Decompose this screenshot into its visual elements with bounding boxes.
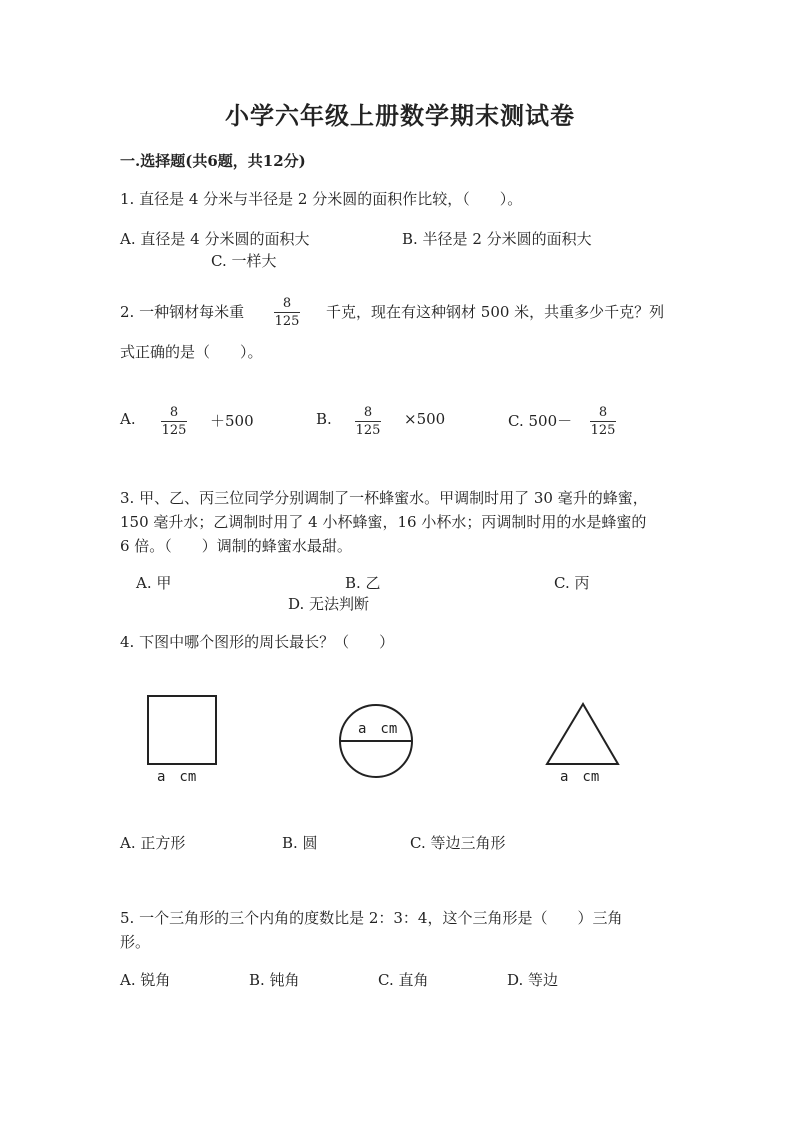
fraction-bar <box>590 421 616 422</box>
question-4-option-a[interactable]: A. 正方形 <box>120 834 186 852</box>
question-3-line-3: 6 倍。（ ）调制的蜂蜜水最甜。 <box>120 537 352 555</box>
question-5-option-d[interactable]: D. 等边 <box>507 971 559 989</box>
question-2-option-c-fraction <box>590 405 616 438</box>
question-5-line-2: 形。 <box>120 933 151 951</box>
square-side-label: a cm <box>157 769 197 785</box>
question-1-option-a[interactable]: A. 直径是 4 分米圆的面积大 <box>120 230 310 248</box>
question-2-option-a-fraction <box>161 405 187 438</box>
question-3-line-2: 150 毫升水；乙调制时用了 4 小杯蜂蜜，16 小杯水；丙调制时用的水是蜂蜜的 <box>120 513 647 531</box>
question-2-option-a-tail: ＋500 <box>210 412 254 430</box>
question-2-option-b-fraction <box>355 405 381 438</box>
question-4-option-b[interactable]: B. 圆 <box>282 834 318 852</box>
question-3-option-b[interactable]: B. 乙 <box>345 574 381 592</box>
question-1-stem: 1. 直径是 4 分米与半径是 2 分米圆的面积作比较，（ ）。 <box>120 190 523 208</box>
question-5-option-c[interactable]: C. 直角 <box>378 971 429 989</box>
question-5-option-a[interactable]: A. 锐角 <box>120 971 171 989</box>
fraction-bar <box>355 421 381 422</box>
triangle-side-label: a cm <box>560 769 600 785</box>
fraction-denominator: 125 <box>355 423 381 438</box>
fraction-denominator: 125 <box>161 423 187 438</box>
question-3-line-1: 3. 甲、乙、丙三位同学分别调制了一杯蜂蜜水。甲调制时用了 30 毫升的蜂蜜， <box>120 489 648 507</box>
fraction-denominator: 125 <box>590 423 616 438</box>
circle-diameter-label: a cm <box>358 721 398 737</box>
question-2-option-b-label[interactable]: B. <box>316 410 332 428</box>
section-heading: 一.选择题(共6题，共12分) <box>120 152 306 170</box>
question-4-figures <box>0 680 800 800</box>
question-1-option-b[interactable]: B. 半径是 2 分米圆的面积大 <box>402 230 592 248</box>
question-5-line-1: 5. 一个三角形的三个内角的度数比是 2：3：4，这个三角形是（ ）三角 <box>120 909 623 927</box>
question-2-stem-start: 2. 一种钢材每米重 <box>120 303 245 321</box>
page-title: 小学六年级上册数学期末测试卷 <box>225 101 575 130</box>
question-1-option-c[interactable]: C. 一样大 <box>211 252 277 270</box>
question-2-option-c-label[interactable]: C. 500－ <box>508 412 573 430</box>
question-2-fraction <box>274 296 300 329</box>
fraction-numerator: 8 <box>363 405 373 420</box>
fraction-bar <box>274 312 300 313</box>
question-4-stem: 4. 下图中哪个图形的周长最长？（ ） <box>120 633 395 651</box>
triangle-figure <box>547 704 618 764</box>
fraction-numerator: 8 <box>169 405 179 420</box>
question-2-option-a-label[interactable]: A. <box>120 410 136 428</box>
question-3-option-a[interactable]: A. 甲 <box>136 574 172 592</box>
question-3-option-d[interactable]: D. 无法判断 <box>288 595 370 613</box>
question-4-option-c[interactable]: C. 等边三角形 <box>410 834 506 852</box>
square-figure <box>148 696 216 764</box>
question-2-option-b-tail: ×500 <box>404 410 446 428</box>
fraction-bar <box>161 421 187 422</box>
question-2-stem-end: 式正确的是（ ）。 <box>120 343 263 361</box>
question-2-stem-middle: 千克，现在有这种钢材 500 米，共重多少千克？列 <box>326 303 665 321</box>
fraction-denominator: 125 <box>274 314 300 329</box>
fraction-numerator: 8 <box>598 405 608 420</box>
question-3-option-c[interactable]: C. 丙 <box>554 574 590 592</box>
fraction-numerator: 8 <box>282 296 292 311</box>
question-5-option-b[interactable]: B. 钝角 <box>249 971 300 989</box>
